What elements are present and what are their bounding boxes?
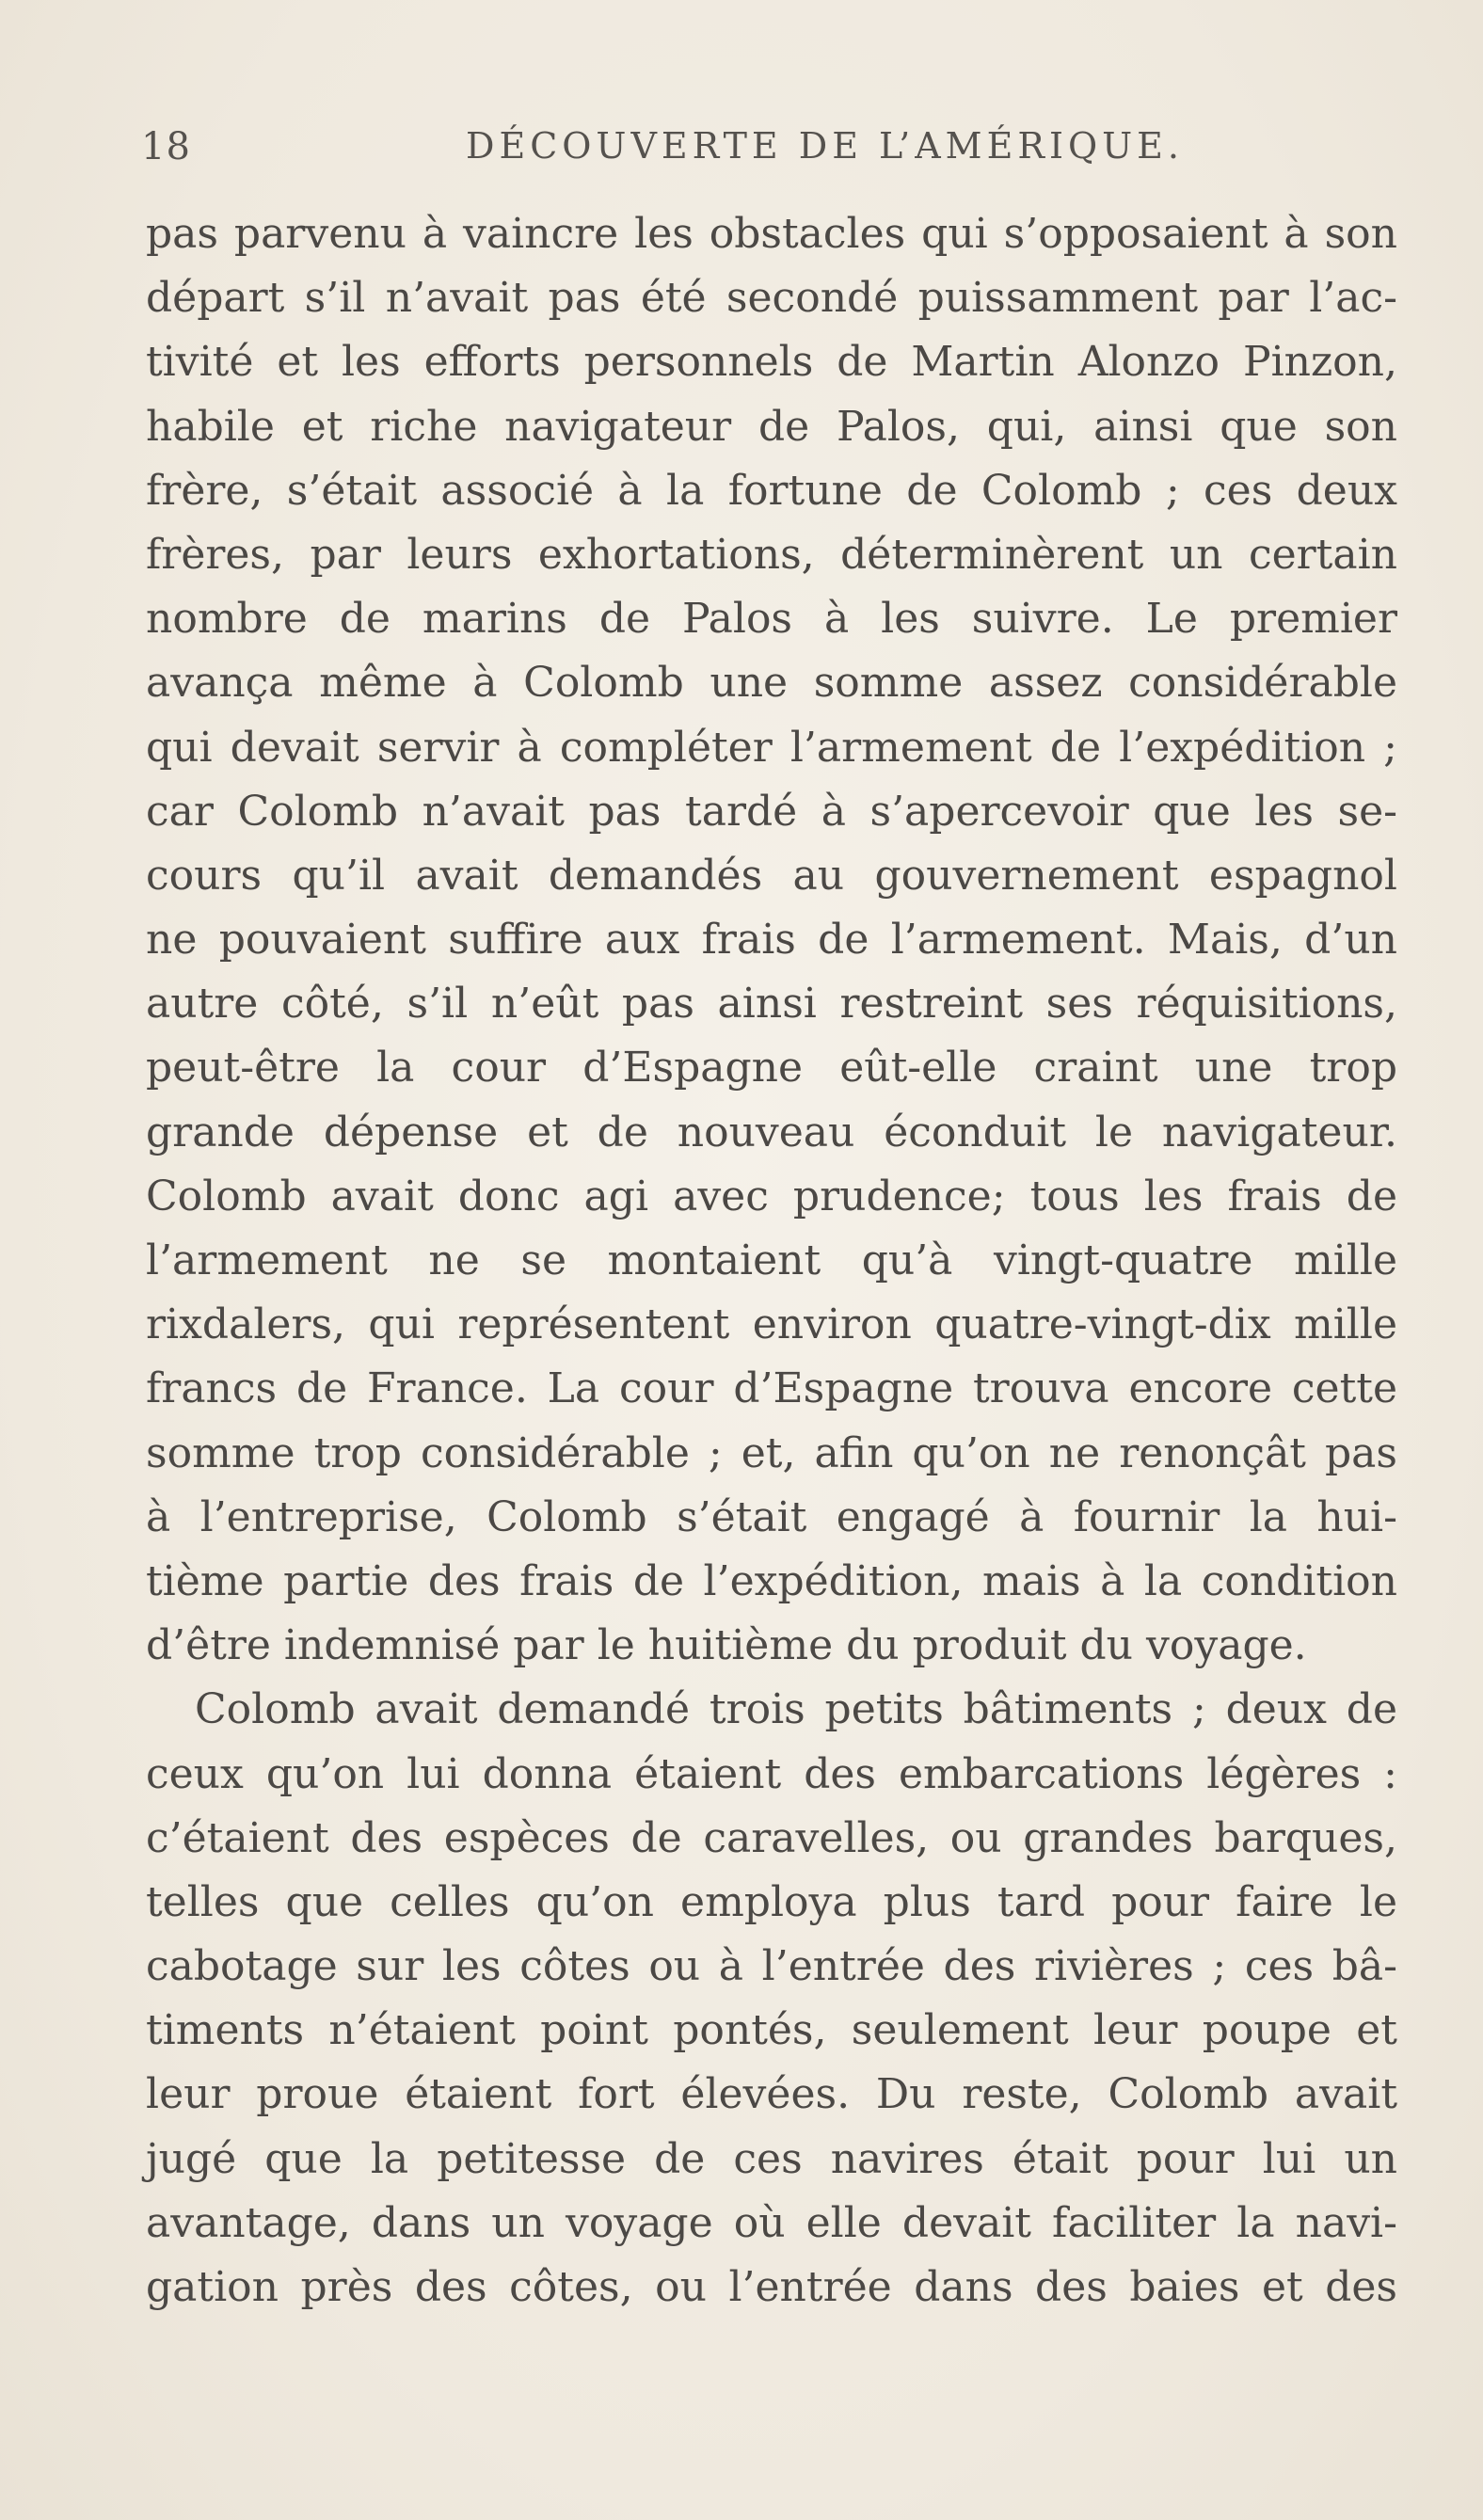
- text-line: cours qu’il avait demandés au gouvernement espagnol: [146, 851, 1397, 900]
- text-line: car Colomb n’avait pas tardé à s’apercevoir que les se-: [146, 787, 1397, 836]
- text-line: timents n’étaient point pontés, seulement leur poupe et: [146, 2006, 1397, 2055]
- text-line: leur proue étaient fort élevées. Du reste, Colomb avait: [146, 2070, 1397, 2119]
- text-line: nombre de marins de Palos à les suivre. Le premier: [146, 595, 1397, 644]
- text-line: gation près des côtes, ou l’entrée dans des baies et des: [146, 2263, 1397, 2311]
- text-line: francs de France. La cour d’Espagne trouva encore cette: [146, 1364, 1397, 1413]
- text-line: qui devait servir à compléter l’armement de l’expédition ;: [146, 723, 1397, 772]
- text-line: tième partie des frais de l’expédition, mais à la condition: [146, 1556, 1397, 1605]
- text-line: frères, par leurs exhortations, déterminèrent un certain: [146, 530, 1397, 579]
- text-line: rixdalers, qui représentent environ quatre-vingt-dix mille: [146, 1300, 1397, 1349]
- text-line: ceux qu’on lui donna étaient des embarcations légères :: [146, 1749, 1397, 1798]
- text-line: c’étaient des espèces de caravelles, ou grandes barques,: [146, 1813, 1397, 1862]
- text-line: somme trop considérable ; et, afin qu’on ne renonçât pas: [146, 1428, 1397, 1477]
- text-line: telles que celles qu’on employa plus tard pour faire le: [146, 1877, 1397, 1926]
- text-line: jugé que la petitesse de ces navires était pour lui un: [146, 2134, 1397, 2183]
- text-line: tivité et les efforts personnels de Martin Alonzo Pinzon,: [146, 338, 1397, 387]
- page-header: [141, 125, 1393, 182]
- text-line: à l’entreprise, Colomb s’était engagé à fournir la hui-: [146, 1492, 1397, 1541]
- running-title: DÉCOUVERTE DE L’AMÉRIQUE.: [466, 125, 1184, 167]
- text-line: avança même à Colomb une somme assez considérable: [146, 659, 1397, 708]
- text-line: Colomb avait donc agi avec prudence; tous les frais de: [146, 1172, 1397, 1220]
- text-line: autre côté, s’il n’eût pas ainsi restreint ses réquisitions,: [146, 980, 1397, 1029]
- text-line: l’armement ne se montaient qu’à vingt-quatre mille: [146, 1236, 1397, 1284]
- text-line: habile et riche navigateur de Palos, qui, ainsi que son: [146, 402, 1397, 451]
- text-line: ne pouvaient suffire aux frais de l’armement. Mais, d’un: [146, 916, 1397, 965]
- text-line: peut-être la cour d’Espagne eût-elle craint une trop: [146, 1044, 1397, 1093]
- text-line: frère, s’était associé à la fortune de Colomb ; ces deux: [146, 466, 1397, 515]
- text-line: cabotage sur les côtes ou à l’entrée des rivières ; ces bâ-: [146, 1942, 1397, 1991]
- text-line: départ s’il n’avait pas été secondé puissamment par l’ac-: [146, 274, 1397, 323]
- page-number: 18: [141, 125, 191, 168]
- text-line: pas parvenu à vaincre les obstacles qui s’opposaient à son: [146, 210, 1397, 258]
- text-line: grande dépense et de nouveau éconduit le navigateur.: [146, 1108, 1397, 1156]
- paragraph-end-line: d’être indemnisé par le huitième du produit du voyage.: [146, 1621, 1307, 1670]
- paragraph-start-line: Colomb avait demandé trois petits bâtiments ; deux de: [195, 1685, 1397, 1734]
- text-line: avantage, dans un voyage où elle devait faciliter la navi-: [146, 2198, 1397, 2247]
- body-text: [146, 202, 1397, 2320]
